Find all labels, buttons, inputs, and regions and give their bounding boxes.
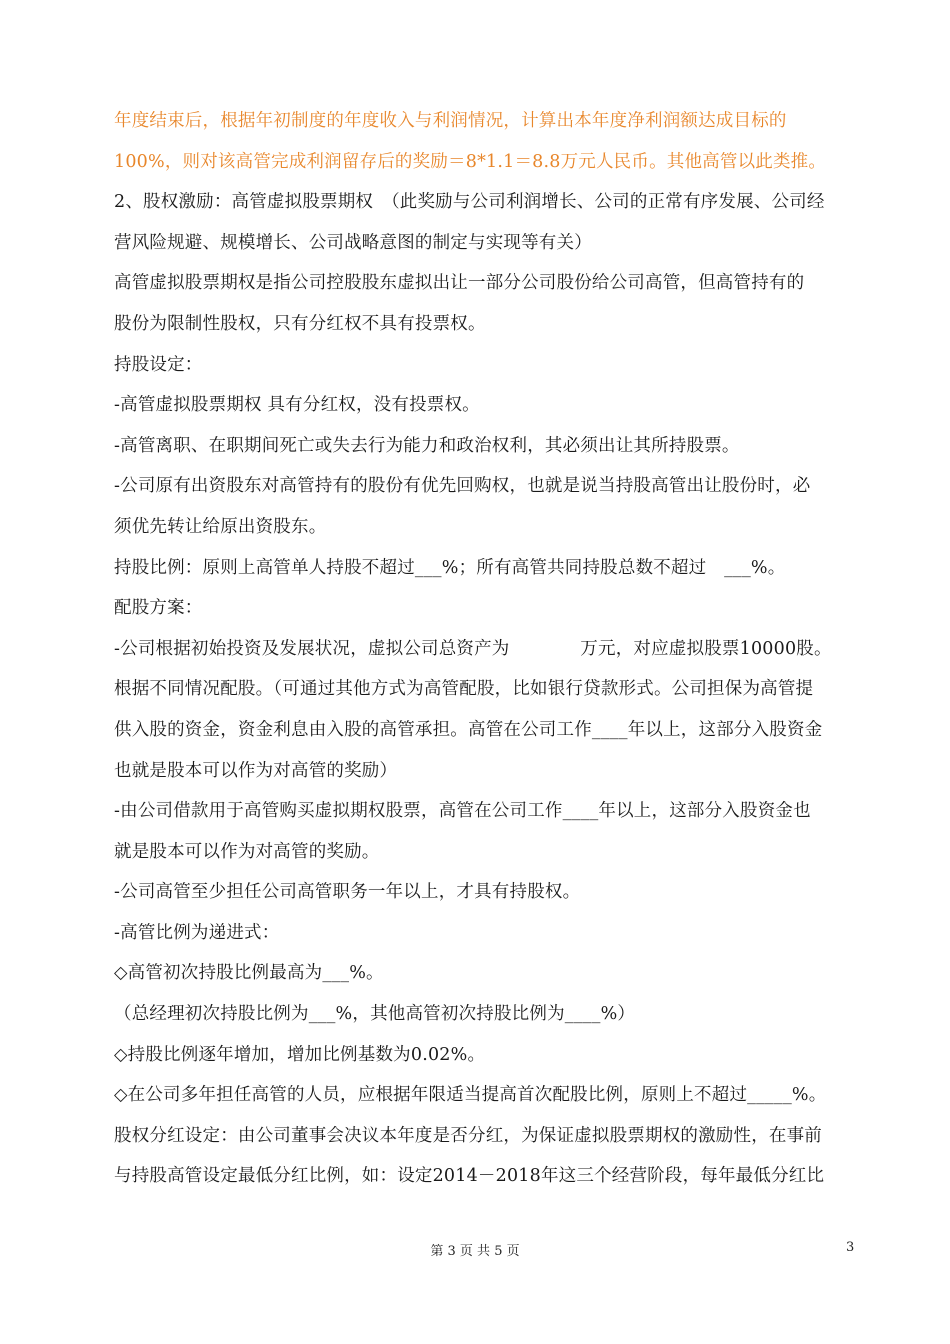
text-line: 根据不同情况配股。（可通过其他方式为高管配股，比如银行贷款形式。公司担保为高管提 bbox=[114, 679, 814, 700]
text-line: -由公司借款用于高管购买虚拟期权股票，高管在公司工作____年以上，这部分入股资金也 bbox=[114, 801, 811, 822]
text-line: 营风险规避、规模增长、公司战略意图的制定与实现等有关） bbox=[114, 232, 592, 253]
text-line: -公司高管至少担任公司高管职务一年以上，才具有持股权。 bbox=[114, 882, 581, 903]
text-line: ◇在公司多年担任高管的人员，应根据年限适当提高首次配股比例，原则上不超过_____%。 bbox=[114, 1085, 827, 1106]
text-line: 就是股本可以作为对高管的奖励。 bbox=[114, 841, 380, 862]
page-footer-label: 第 3 页 共 5 页 bbox=[430, 1244, 520, 1259]
text-line: 年度结束后，根据年初制度的年度收入与利润情况，计算出本年度净利润额达成目标的 bbox=[114, 111, 787, 131]
text-line: 高管虚拟股票期权是指公司控股股东虚拟出让一部分公司股份给公司高管，但高管持有的 bbox=[114, 273, 805, 294]
text-line: 股份为限制性股权，只有分红权不具有投票权。 bbox=[114, 313, 486, 334]
text-line: 也就是股本可以作为对高管的奖励） bbox=[114, 760, 398, 781]
text-line: 配股方案： bbox=[114, 598, 203, 619]
text-line: 持股设定： bbox=[114, 354, 203, 375]
text-line: -高管比例为递进式： bbox=[114, 922, 280, 943]
text-line: 2、股权激励：高管虚拟股票期权 （此奖励与公司利润增长、公司的正常有序发展、公司经 bbox=[114, 192, 825, 213]
text-line: -高管离职、在职期间死亡或失去行为能力和政治权利，其必须出让其所持股票。 bbox=[114, 435, 740, 456]
text-line: ◇高管初次持股比例最高为___%。 bbox=[114, 963, 384, 984]
page-number: 3 bbox=[846, 1240, 855, 1255]
text-line: 供入股的资金，资金利息由入股的高管承担。高管在公司工作____年以上，这部分入股资金 bbox=[114, 719, 823, 740]
text-line: 与持股高管设定最低分红比例，如：设定2014－2018年这三个经营阶段，每年最低分红比 bbox=[114, 1166, 825, 1187]
document-body bbox=[114, 101, 864, 1197]
text-line: （总经理初次持股比例为___%，其他高管初次持股比例为____%） bbox=[114, 1004, 636, 1025]
text-line: -公司原有出资股东对高管持有的股份有优先回购权，也就是说当持股高管出让股份时，必 bbox=[114, 476, 811, 497]
text-line: ◇持股比例逐年增加，增加比例基数为0.02%。 bbox=[114, 1044, 486, 1065]
text-line: 股权分红设定：由公司董事会决议本年度是否分红，为保证虚拟股票期权的激励性，在事前 bbox=[114, 1125, 822, 1146]
text-line: 须优先转让给原出资股东。 bbox=[114, 516, 327, 537]
text-line: -高管虚拟股票期权 具有分红权，没有投票权。 bbox=[114, 395, 480, 416]
text-line: -公司根据初始投资及发展状况，虚拟公司总资产为 万元，对应虚拟股票10000股。 bbox=[114, 638, 832, 659]
text-line: 持股比例：原则上高管单人持股不超过___%；所有高管共同持股总数不超过 ___%。 bbox=[114, 557, 786, 578]
text-line: 100%，则对该高管完成利润留存后的奖励＝8*1.1＝8.8万元人民币。其他高管以此类推。 bbox=[114, 151, 827, 172]
